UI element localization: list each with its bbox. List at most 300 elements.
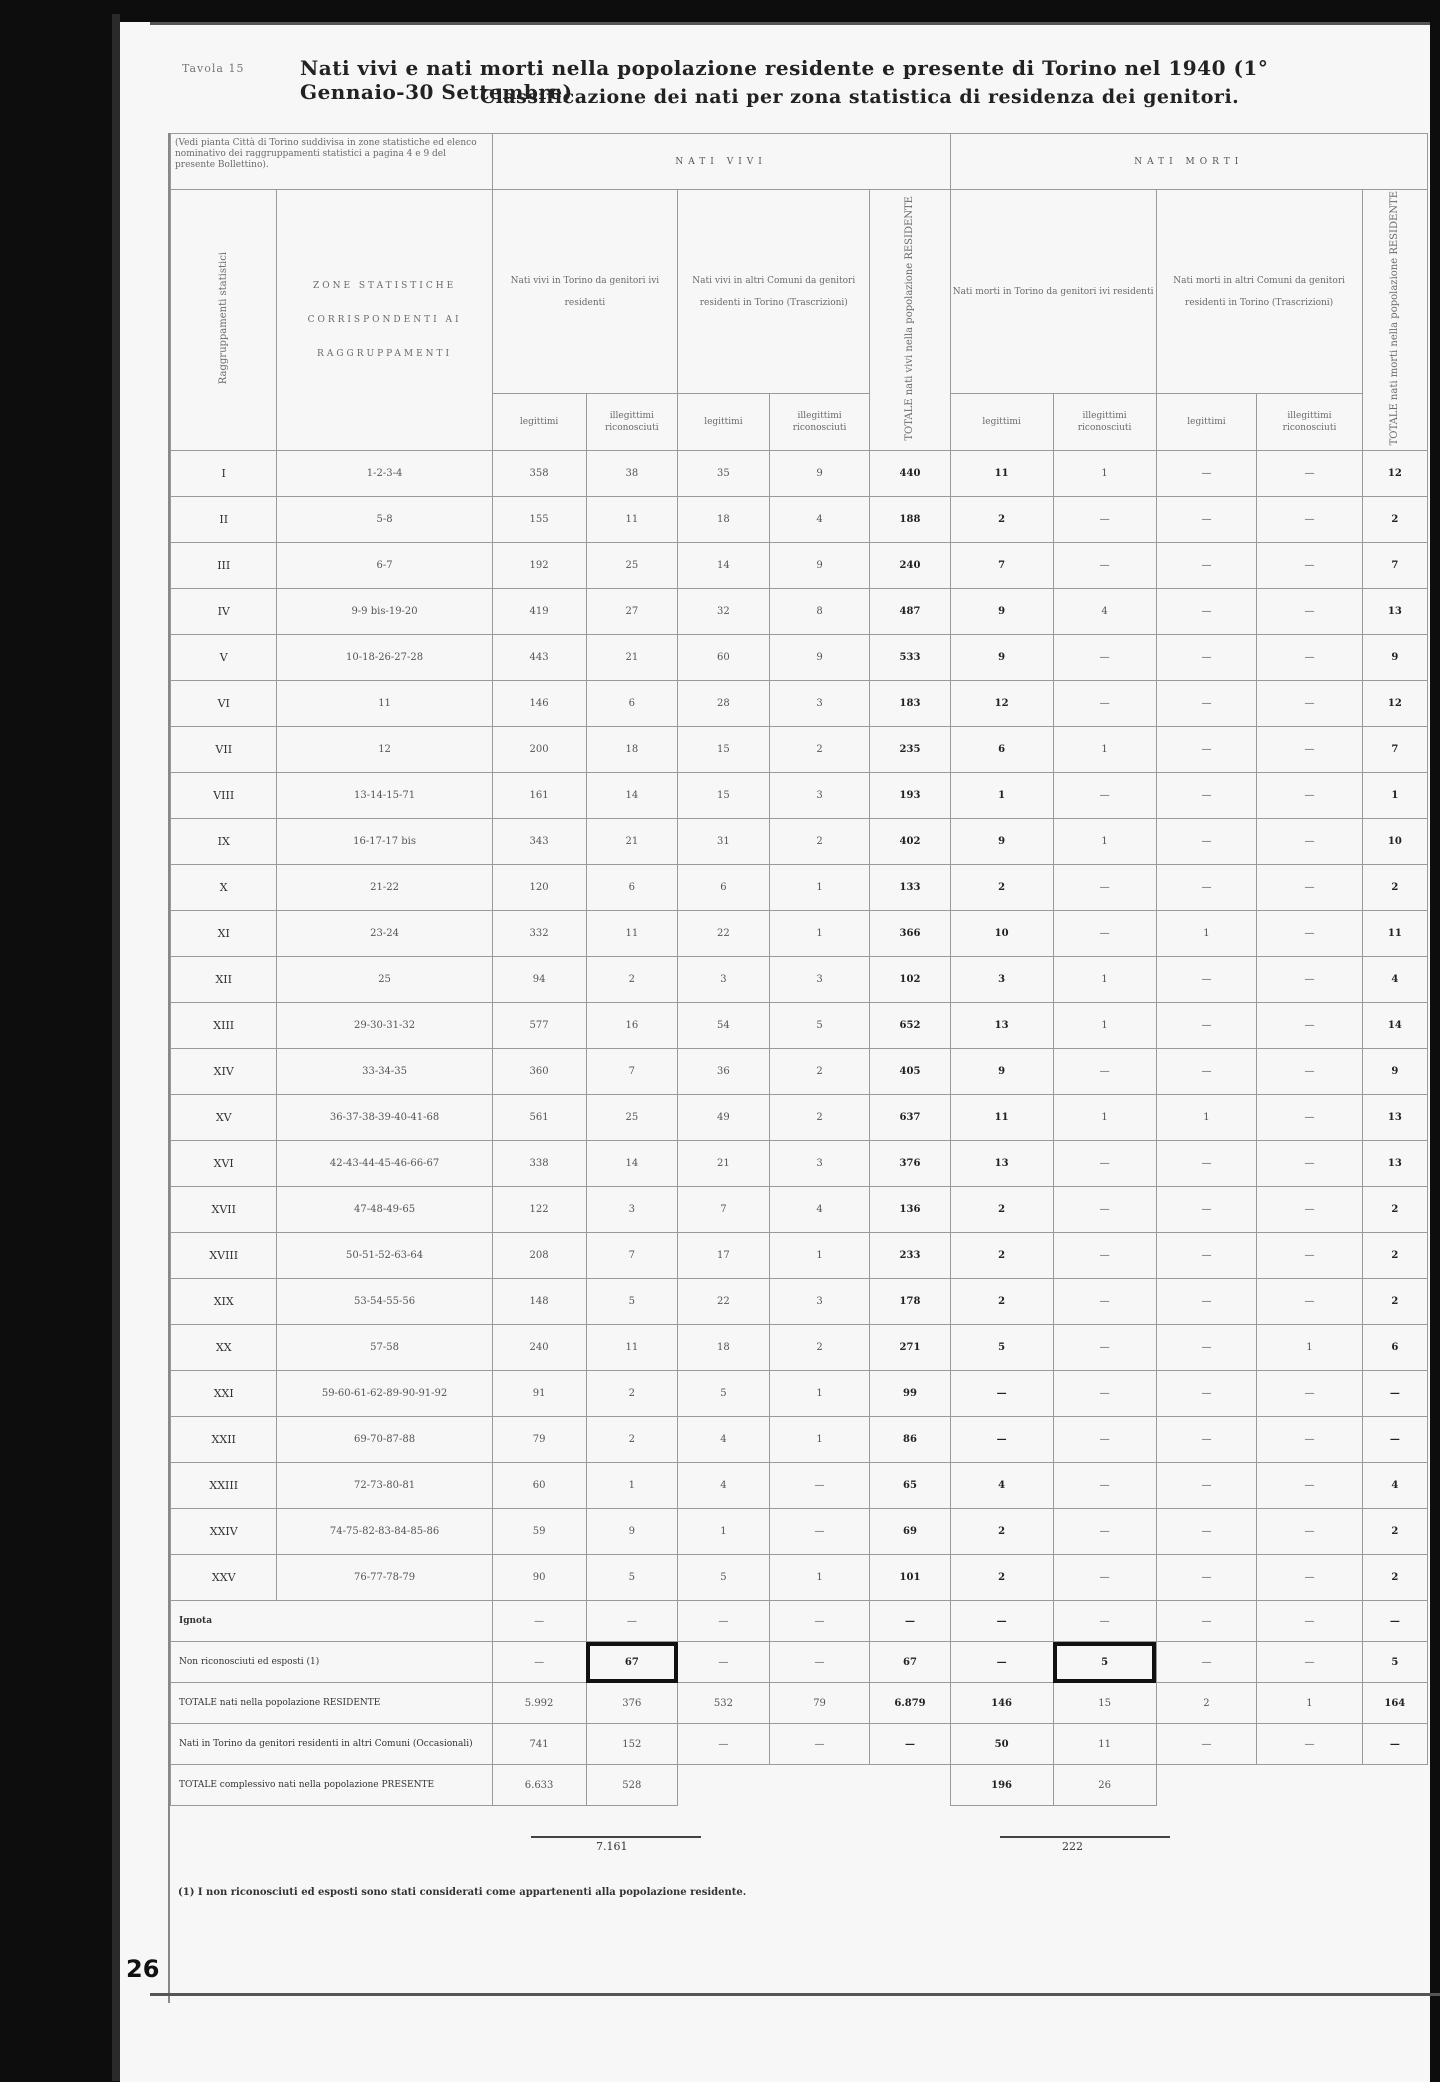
vivi-altri-illegittimi-cell: 1 xyxy=(769,1371,870,1417)
morti-altri-legittimi-cell: 1 xyxy=(1156,1095,1257,1141)
totale-morti-cell: 10 xyxy=(1362,819,1427,865)
non-riconosciuti-row-tm-cell: 5 xyxy=(1362,1642,1427,1683)
sum-underline-vivi xyxy=(531,1836,701,1838)
illegittimi-header: illegittimi riconosciuti xyxy=(1257,394,1362,451)
table-row xyxy=(171,589,1428,635)
vivi-torino-legittimi-cell: 360 xyxy=(492,1049,586,1095)
totale-vivi-cell: 133 xyxy=(870,865,950,911)
table-row xyxy=(171,727,1428,773)
totale-vivi-header: TOTALE nati vivi nella popolazione RESIDENTE xyxy=(870,190,950,451)
morti-altri-illegittimi-cell: — xyxy=(1257,773,1362,819)
vivi-altri-illegittimi-cell: 1 xyxy=(769,1417,870,1463)
morti-altri-illegittimi-cell: — xyxy=(1257,1003,1362,1049)
vivi-torino-illegittimi-cell: 25 xyxy=(586,543,678,589)
morti-torino-illegittimi-cell: — xyxy=(1053,497,1156,543)
totale-presente-row-label: TOTALE complessivo nati nella popolazione PRESENTE xyxy=(171,1765,493,1806)
vivi-altri-illegittimi-cell: 9 xyxy=(769,451,870,497)
morti-altri-legittimi-cell: — xyxy=(1156,681,1257,727)
morti-altri-legittimi-cell: — xyxy=(1156,1141,1257,1187)
legittimi-header: legittimi xyxy=(1156,394,1257,451)
morti-altri-legittimi-cell: — xyxy=(1156,635,1257,681)
table-row xyxy=(171,773,1428,819)
table-row xyxy=(171,1049,1428,1095)
raggruppamento-cell: IV xyxy=(171,589,277,635)
morti-torino-legittimi-cell: 5 xyxy=(950,1325,1053,1371)
totale-morti-cell: 12 xyxy=(1362,451,1427,497)
morti-torino-legittimi-cell: 12 xyxy=(950,681,1053,727)
totale-morti-cell: — xyxy=(1362,1371,1427,1417)
totale-vivi-cell: 99 xyxy=(870,1371,950,1417)
vivi-torino-illegittimi-cell: 2 xyxy=(586,957,678,1003)
table-row xyxy=(171,1095,1428,1141)
totale-vivi-cell: 533 xyxy=(870,635,950,681)
totale-vivi-cell: 102 xyxy=(870,957,950,1003)
morti-altri-illegittimi-cell: — xyxy=(1257,1463,1362,1509)
table-row xyxy=(171,957,1428,1003)
vivi-altri-illegittimi-cell: 1 xyxy=(769,1555,870,1601)
vivi-altri-legittimi-cell: 6 xyxy=(678,865,770,911)
ignota-row-g-cell: — xyxy=(1156,1601,1257,1642)
morti-altri-illegittimi-cell: — xyxy=(1257,1141,1362,1187)
morti-altri-legittimi-cell: — xyxy=(1156,1003,1257,1049)
totale-vivi-cell: 405 xyxy=(870,1049,950,1095)
nati-vivi-header: NATI VIVI xyxy=(492,134,950,190)
morti-torino-legittimi-cell: 4 xyxy=(950,1463,1053,1509)
morti-torino-legittimi-cell: — xyxy=(950,1371,1053,1417)
morti-torino-legittimi-cell: 13 xyxy=(950,1003,1053,1049)
morti-torino-illegittimi-cell: 1 xyxy=(1053,1095,1156,1141)
vivi-altri-illegittimi-cell: 3 xyxy=(769,957,870,1003)
table-row xyxy=(171,819,1428,865)
morti-altri-legittimi-cell: — xyxy=(1156,589,1257,635)
nati-occasionali-row-h-cell: — xyxy=(1257,1724,1362,1765)
vivi-altri-illegittimi-cell: 2 xyxy=(769,727,870,773)
raggruppamento-cell: XIV xyxy=(171,1049,277,1095)
morti-torino-illegittimi-cell: 4 xyxy=(1053,589,1156,635)
totale-morti-cell: 2 xyxy=(1362,1509,1427,1555)
zone-cell: 53-54-55-56 xyxy=(277,1279,492,1325)
vivi-torino-legittimi-cell: 577 xyxy=(492,1003,586,1049)
totale-morti-cell: 9 xyxy=(1362,1049,1427,1095)
vivi-torino-illegittimi-cell: 2 xyxy=(586,1417,678,1463)
raggruppamento-cell: V xyxy=(171,635,277,681)
totale-morti-cell: 2 xyxy=(1362,1555,1427,1601)
table-number: Tavola 15 xyxy=(182,62,245,75)
morti-altri-illegittimi-cell: — xyxy=(1257,1049,1362,1095)
totale-vivi-cell: 637 xyxy=(870,1095,950,1141)
ignota-row-h-cell: — xyxy=(1257,1601,1362,1642)
page-subtitle: Classificazione dei nati per zona statistica di residenza dei genitori. xyxy=(480,86,1240,108)
zone-cell: 13-14-15-71 xyxy=(277,773,492,819)
totale-presente-row-empty-cell xyxy=(1362,1765,1427,1806)
vivi-torino-legittimi-cell: 120 xyxy=(492,865,586,911)
nati-occasionali-row-g-cell: — xyxy=(1156,1724,1257,1765)
table-row xyxy=(171,497,1428,543)
legittimi-header: legittimi xyxy=(950,394,1053,451)
totale-vivi-cell: 652 xyxy=(870,1003,950,1049)
raggruppamento-cell: XIX xyxy=(171,1279,277,1325)
totale-morti-cell: 14 xyxy=(1362,1003,1427,1049)
morti-torino-legittimi-cell: 7 xyxy=(950,543,1053,589)
totale-morti-header: TOTALE nati morti nella popolazione RESIDENTE xyxy=(1362,190,1427,451)
vivi-torino-legittimi-cell: 443 xyxy=(492,635,586,681)
zone-cell: 16-17-17 bis xyxy=(277,819,492,865)
morti-altri-illegittimi-cell: — xyxy=(1257,1371,1362,1417)
morti-altri-illegittimi-cell: — xyxy=(1257,1187,1362,1233)
totale-morti-cell: 1 xyxy=(1362,773,1427,819)
totale-vivi-cell: 65 xyxy=(870,1463,950,1509)
vivi-altri-illegittimi-cell: — xyxy=(769,1463,870,1509)
vivi-torino-illegittimi-cell: 6 xyxy=(586,681,678,727)
nati-occasionali-row-f-cell: 11 xyxy=(1053,1724,1156,1765)
vivi-altri-legittimi-cell: 54 xyxy=(678,1003,770,1049)
bottom-rule xyxy=(150,1993,1440,1996)
vivi-torino-legittimi-cell: 343 xyxy=(492,819,586,865)
vivi-altri-illegittimi-cell: — xyxy=(769,1509,870,1555)
vivi-altri-legittimi-cell: 4 xyxy=(678,1463,770,1509)
vivi-torino-legittimi-cell: 200 xyxy=(492,727,586,773)
totale-presente-row-empty-cell xyxy=(870,1765,950,1806)
totale-vivi-cell: 136 xyxy=(870,1187,950,1233)
totale-residente-row-c-cell: 532 xyxy=(678,1683,770,1724)
table-row xyxy=(171,1141,1428,1187)
morti-altri-illegittimi-cell: — xyxy=(1257,681,1362,727)
morti-altri-illegittimi-cell: — xyxy=(1257,1095,1362,1141)
vivi-altri-legittimi-cell: 4 xyxy=(678,1417,770,1463)
morti-torino-illegittimi-cell: — xyxy=(1053,543,1156,589)
vivi-torino-legittimi-cell: 561 xyxy=(492,1095,586,1141)
vivi-altri-legittimi-cell: 31 xyxy=(678,819,770,865)
vivi-altri-illegittimi-cell: 3 xyxy=(769,681,870,727)
morti-altri-legittimi-cell: — xyxy=(1156,727,1257,773)
totale-vivi-cell: 69 xyxy=(870,1509,950,1555)
morti-torino-illegittimi-cell: — xyxy=(1053,865,1156,911)
non-riconosciuti-row-b-cell: 67 xyxy=(586,1642,678,1683)
morti-torino-legittimi-cell: 10 xyxy=(950,911,1053,957)
morti-torino-illegittimi-cell: 1 xyxy=(1053,451,1156,497)
morti-altri-legittimi-cell: — xyxy=(1156,1233,1257,1279)
vivi-altri-illegittimi-cell: 2 xyxy=(769,1049,870,1095)
morti-torino-legittimi-cell: 13 xyxy=(950,1141,1053,1187)
table-row xyxy=(171,1463,1428,1509)
births-table xyxy=(170,133,1428,1806)
raggruppamento-cell: XXV xyxy=(171,1555,277,1601)
table-row xyxy=(171,1233,1428,1279)
vivi-torino-illegittimi-cell: 3 xyxy=(586,1187,678,1233)
vivi-torino-illegittimi-cell: 38 xyxy=(586,451,678,497)
vivi-altri-legittimi-cell: 3 xyxy=(678,957,770,1003)
vivi-altri-legittimi-cell: 5 xyxy=(678,1555,770,1601)
vivi-torino-illegittimi-cell: 27 xyxy=(586,589,678,635)
totale-vivi-cell: 193 xyxy=(870,773,950,819)
ignota-row-f-cell: — xyxy=(1053,1601,1156,1642)
vivi-altri-illegittimi-cell: 1 xyxy=(769,1233,870,1279)
totale-morti-cell: 7 xyxy=(1362,543,1427,589)
vivi-altri-illegittimi-cell: 9 xyxy=(769,635,870,681)
vivi-torino-legittimi-cell: 60 xyxy=(492,1463,586,1509)
totale-residente-row-g-cell: 2 xyxy=(1156,1683,1257,1724)
zone-cell: 33-34-35 xyxy=(277,1049,492,1095)
morti-altri-illegittimi-cell: — xyxy=(1257,865,1362,911)
morti-altri-legittimi-cell: — xyxy=(1156,1463,1257,1509)
vivi-altri-illegittimi-cell: 2 xyxy=(769,1095,870,1141)
morti-altri-legittimi-cell: — xyxy=(1156,1509,1257,1555)
raggruppamento-cell: XV xyxy=(171,1095,277,1141)
nati-occasionali-row-b-cell: 152 xyxy=(586,1724,678,1765)
vivi-torino-legittimi-cell: 146 xyxy=(492,681,586,727)
morti-torino-illegittimi-cell: — xyxy=(1053,1233,1156,1279)
vivi-altri-header: Nati vivi in altri Comuni da genitori residenti in Torino (Trascrizioni) xyxy=(678,190,870,394)
raggruppamento-cell: XVII xyxy=(171,1187,277,1233)
morti-torino-legittimi-cell: 3 xyxy=(950,957,1053,1003)
vivi-altri-illegittimi-cell: 9 xyxy=(769,543,870,589)
ignota-row xyxy=(171,1601,1428,1642)
morti-altri-illegittimi-cell: — xyxy=(1257,635,1362,681)
non-riconosciuti-row-e-cell: — xyxy=(950,1642,1053,1683)
morti-altri-legittimi-cell: — xyxy=(1156,1371,1257,1417)
morti-altri-legittimi-cell: — xyxy=(1156,865,1257,911)
vivi-torino-illegittimi-cell: 14 xyxy=(586,1141,678,1187)
totale-residente-row-f-cell: 15 xyxy=(1053,1683,1156,1724)
zone-cell: 5-8 xyxy=(277,497,492,543)
raggruppamenti-header: Raggruppamenti statistici xyxy=(171,190,277,451)
table-row xyxy=(171,635,1428,681)
ignota-row-e-cell: — xyxy=(950,1601,1053,1642)
vivi-torino-legittimi-cell: 161 xyxy=(492,773,586,819)
zone-cell: 12 xyxy=(277,727,492,773)
ignota-row-tm-cell: — xyxy=(1362,1601,1427,1642)
morti-torino-legittimi-cell: 11 xyxy=(950,451,1053,497)
morti-altri-legittimi-cell: — xyxy=(1156,1187,1257,1233)
vivi-altri-legittimi-cell: 1 xyxy=(678,1509,770,1555)
vivi-torino-legittimi-cell: 155 xyxy=(492,497,586,543)
vivi-altri-legittimi-cell: 15 xyxy=(678,773,770,819)
morti-torino-illegittimi-cell: — xyxy=(1053,1509,1156,1555)
vivi-altri-illegittimi-cell: 1 xyxy=(769,865,870,911)
table-row xyxy=(171,451,1428,497)
vivi-torino-legittimi-cell: 148 xyxy=(492,1279,586,1325)
vivi-torino-legittimi-cell: 90 xyxy=(492,1555,586,1601)
raggruppamento-cell: XX xyxy=(171,1325,277,1371)
table-row xyxy=(171,1325,1428,1371)
morti-torino-legittimi-cell: 9 xyxy=(950,1049,1053,1095)
table-row xyxy=(171,1417,1428,1463)
vivi-torino-illegittimi-cell: 2 xyxy=(586,1371,678,1417)
ignota-row-d-cell: — xyxy=(769,1601,870,1642)
morti-altri-illegittimi-cell: — xyxy=(1257,497,1362,543)
zone-cell: 36-37-38-39-40-41-68 xyxy=(277,1095,492,1141)
raggruppamento-cell: XII xyxy=(171,957,277,1003)
table-row xyxy=(171,681,1428,727)
morti-altri-legittimi-cell: 1 xyxy=(1156,911,1257,957)
table-row xyxy=(171,1371,1428,1417)
zone-cell: 47-48-49-65 xyxy=(277,1187,492,1233)
non-riconosciuti-row-f-cell: 5 xyxy=(1053,1642,1156,1683)
raggruppamento-cell: XIII xyxy=(171,1003,277,1049)
totale-presente-row-e-cell: 196 xyxy=(950,1765,1053,1806)
vivi-torino-illegittimi-cell: 18 xyxy=(586,727,678,773)
vivi-altri-legittimi-cell: 32 xyxy=(678,589,770,635)
vivi-altri-illegittimi-cell: 3 xyxy=(769,1279,870,1325)
nati-occasionali-row-e-cell: 50 xyxy=(950,1724,1053,1765)
non-riconosciuti-row-t-cell: 67 xyxy=(870,1642,950,1683)
morti-torino-legittimi-cell: — xyxy=(950,1417,1053,1463)
vivi-torino-header: Nati vivi in Torino da genitori ivi residenti xyxy=(492,190,677,394)
raggruppamento-cell: X xyxy=(171,865,277,911)
totale-residente-row-a-cell: 5.992 xyxy=(492,1683,586,1724)
totale-morti-cell: — xyxy=(1362,1417,1427,1463)
morti-altri-legittimi-cell: — xyxy=(1156,451,1257,497)
morti-torino-legittimi-cell: 6 xyxy=(950,727,1053,773)
vivi-altri-illegittimi-cell: 5 xyxy=(769,1003,870,1049)
morti-torino-illegittimi-cell: — xyxy=(1053,1279,1156,1325)
vivi-torino-legittimi-cell: 79 xyxy=(492,1417,586,1463)
morti-torino-legittimi-cell: 2 xyxy=(950,865,1053,911)
totale-morti-cell: 9 xyxy=(1362,635,1427,681)
totale-presente-row-empty-cell xyxy=(1156,1765,1257,1806)
totale-vivi-cell: 235 xyxy=(870,727,950,773)
illegittimi-header: illegittimi riconosciuti xyxy=(586,394,678,451)
vivi-torino-legittimi-cell: 240 xyxy=(492,1325,586,1371)
vivi-altri-illegittimi-cell: 4 xyxy=(769,1187,870,1233)
vivi-altri-legittimi-cell: 14 xyxy=(678,543,770,589)
vivi-torino-illegittimi-cell: 11 xyxy=(586,497,678,543)
totale-morti-cell: 11 xyxy=(1362,911,1427,957)
morti-torino-illegittimi-cell: — xyxy=(1053,681,1156,727)
raggruppamento-cell: VII xyxy=(171,727,277,773)
vivi-altri-legittimi-cell: 60 xyxy=(678,635,770,681)
morti-altri-illegittimi-cell: — xyxy=(1257,1279,1362,1325)
totale-vivi-cell: 440 xyxy=(870,451,950,497)
morti-torino-legittimi-cell: 9 xyxy=(950,589,1053,635)
morti-altri-header: Nati morti in altri Comuni da genitori residenti in Torino (Trascrizioni) xyxy=(1156,190,1362,394)
zone-cell: 25 xyxy=(277,957,492,1003)
totale-vivi-cell: 366 xyxy=(870,911,950,957)
totale-vivi-cell: 101 xyxy=(870,1555,950,1601)
totale-vivi-cell: 487 xyxy=(870,589,950,635)
morti-altri-illegittimi-cell: — xyxy=(1257,1233,1362,1279)
table-row xyxy=(171,1555,1428,1601)
morti-altri-legittimi-cell: — xyxy=(1156,957,1257,1003)
totale-residente-row-e-cell: 146 xyxy=(950,1683,1053,1724)
morti-torino-legittimi-cell: 9 xyxy=(950,819,1053,865)
zone-cell: 21-22 xyxy=(277,865,492,911)
totale-presente-row-empty-cell xyxy=(769,1765,870,1806)
zone-cell: 6-7 xyxy=(277,543,492,589)
morti-torino-illegittimi-cell: — xyxy=(1053,1371,1156,1417)
vivi-torino-legittimi-cell: 332 xyxy=(492,911,586,957)
totale-vivi-cell: 271 xyxy=(870,1325,950,1371)
raggruppamento-cell: XVIII xyxy=(171,1233,277,1279)
morti-altri-illegittimi-cell: — xyxy=(1257,727,1362,773)
morti-altri-legittimi-cell: — xyxy=(1156,1417,1257,1463)
vivi-altri-legittimi-cell: 49 xyxy=(678,1095,770,1141)
morti-torino-illegittimi-cell: — xyxy=(1053,773,1156,819)
totale-morti-cell: 7 xyxy=(1362,727,1427,773)
totale-morti-cell: 2 xyxy=(1362,865,1427,911)
vivi-altri-illegittimi-cell: 3 xyxy=(769,773,870,819)
table-row xyxy=(171,911,1428,957)
totale-vivi-cell: 233 xyxy=(870,1233,950,1279)
vivi-altri-illegittimi-cell: 2 xyxy=(769,1325,870,1371)
morti-torino-illegittimi-cell: — xyxy=(1053,1325,1156,1371)
morti-torino-legittimi-cell: 1 xyxy=(950,773,1053,819)
zone-cell: 50-51-52-63-64 xyxy=(277,1233,492,1279)
nati-occasionali-row-a-cell: 741 xyxy=(492,1724,586,1765)
totale-morti-cell: 13 xyxy=(1362,1141,1427,1187)
totale-residente-row-t-cell: 6.879 xyxy=(870,1683,950,1724)
map-reference-note: (Vedi pianta Città di Torino suddivisa in zone statistiche ed elenco nominativo dei raggruppamenti statistici a pagina 4 e 9 del presente Bollettino). xyxy=(171,134,493,190)
nati-occasionali-row-label: Nati in Torino da genitori residenti in altri Comuni (Occasionali) xyxy=(171,1724,493,1765)
table-row xyxy=(171,865,1428,911)
nati-occasionali-row-d-cell: — xyxy=(769,1724,870,1765)
vivi-torino-illegittimi-cell: 5 xyxy=(586,1279,678,1325)
totale-morti-cell: 4 xyxy=(1362,957,1427,1003)
morti-altri-illegittimi-cell: 1 xyxy=(1257,1325,1362,1371)
illegittimi-header: illegittimi riconosciuti xyxy=(769,394,870,451)
morti-altri-legittimi-cell: — xyxy=(1156,819,1257,865)
ignota-row-label: Ignota xyxy=(171,1601,493,1642)
non-riconosciuti-row-d-cell: — xyxy=(769,1642,870,1683)
table-row xyxy=(171,543,1428,589)
totale-presente-row-a-cell: 6.633 xyxy=(492,1765,586,1806)
morti-altri-legittimi-cell: — xyxy=(1156,773,1257,819)
table-row xyxy=(171,1187,1428,1233)
raggruppamento-cell: XXII xyxy=(171,1417,277,1463)
totale-morti-cell: 2 xyxy=(1362,1279,1427,1325)
raggruppamento-cell: XXI xyxy=(171,1371,277,1417)
zone-cell: 72-73-80-81 xyxy=(277,1463,492,1509)
non-riconosciuti-row-a-cell: — xyxy=(492,1642,586,1683)
vivi-torino-illegittimi-cell: 9 xyxy=(586,1509,678,1555)
vivi-altri-legittimi-cell: 17 xyxy=(678,1233,770,1279)
morti-altri-illegittimi-cell: — xyxy=(1257,911,1362,957)
vivi-altri-illegittimi-cell: 8 xyxy=(769,589,870,635)
morti-altri-illegittimi-cell: — xyxy=(1257,1555,1362,1601)
vivi-altri-legittimi-cell: 22 xyxy=(678,1279,770,1325)
vivi-torino-legittimi-cell: 358 xyxy=(492,451,586,497)
totale-vivi-cell: 86 xyxy=(870,1417,950,1463)
vivi-altri-illegittimi-cell: 1 xyxy=(769,911,870,957)
ignota-row-c-cell: — xyxy=(678,1601,770,1642)
vivi-altri-illegittimi-cell: 2 xyxy=(769,819,870,865)
morti-torino-legittimi-cell: 2 xyxy=(950,1233,1053,1279)
illegittimi-header: illegittimi riconosciuti xyxy=(1053,394,1156,451)
vivi-torino-legittimi-cell: 94 xyxy=(492,957,586,1003)
morti-torino-illegittimi-cell: — xyxy=(1053,911,1156,957)
zone-header: ZONE STATISTICHE CORRISPONDENTI AI RAGGRUPPAMENTI xyxy=(277,190,492,451)
nati-morti-header: NATI MORTI xyxy=(950,134,1427,190)
non-riconosciuti-row xyxy=(171,1642,1428,1683)
morti-altri-illegittimi-cell: — xyxy=(1257,543,1362,589)
non-riconosciuti-row-g-cell: — xyxy=(1156,1642,1257,1683)
morti-torino-legittimi-cell: 2 xyxy=(950,1187,1053,1233)
vivi-torino-illegittimi-cell: 25 xyxy=(586,1095,678,1141)
zone-cell: 11 xyxy=(277,681,492,727)
raggruppamento-cell: III xyxy=(171,543,277,589)
vivi-torino-legittimi-cell: 208 xyxy=(492,1233,586,1279)
totale-morti-cell: 2 xyxy=(1362,1187,1427,1233)
totale-presente-row xyxy=(171,1765,1428,1806)
legittimi-header: legittimi xyxy=(492,394,586,451)
ignota-row-a-cell: — xyxy=(492,1601,586,1642)
morti-torino-illegittimi-cell: — xyxy=(1053,1187,1156,1233)
morti-altri-legittimi-cell: — xyxy=(1156,1279,1257,1325)
morti-torino-legittimi-cell: 9 xyxy=(950,635,1053,681)
table-row xyxy=(171,1003,1428,1049)
raggruppamento-cell: VIII xyxy=(171,773,277,819)
totale-vivi-cell: 240 xyxy=(870,543,950,589)
